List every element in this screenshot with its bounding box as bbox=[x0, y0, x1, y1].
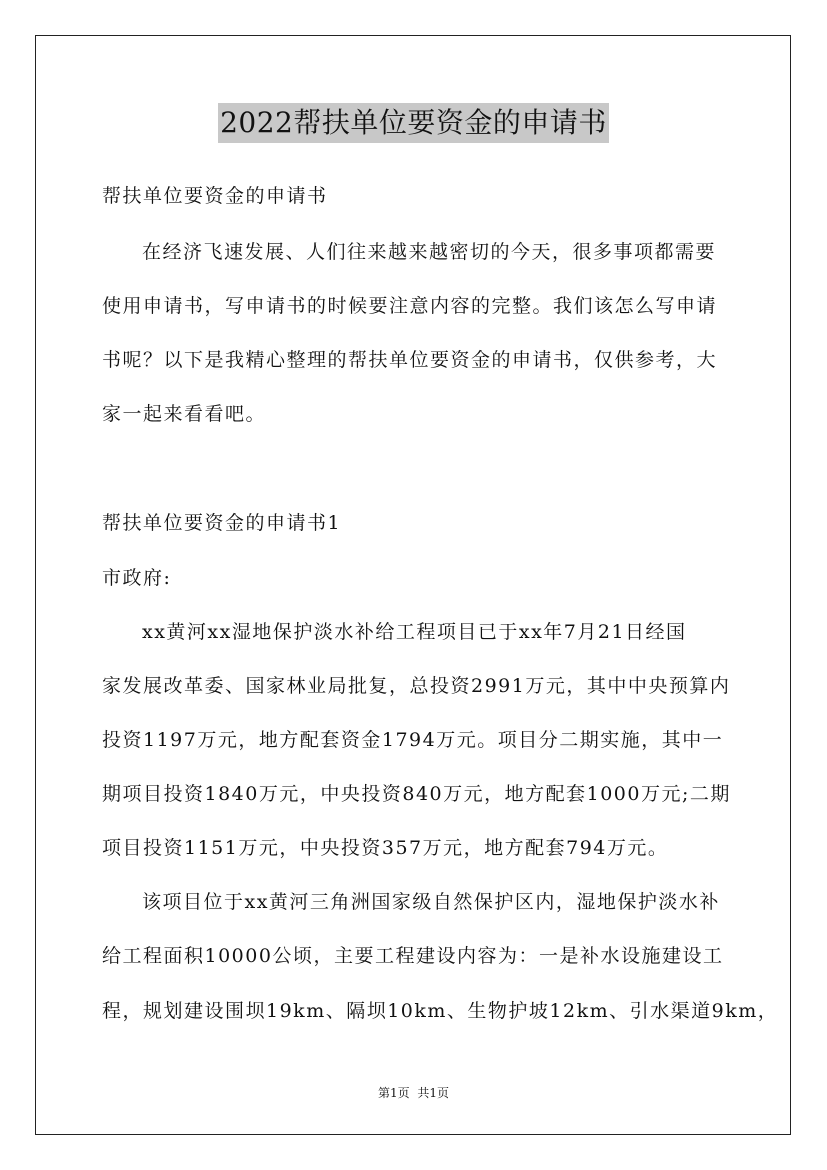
paragraph-line: 给工程面积10000公顷，主要工程建设内容为：一是补水设施建设工 bbox=[102, 945, 724, 967]
paragraph-line: 程，规划建设围坝19km、隔坝10km、生物护坡12km、引水渠道9km， bbox=[102, 1000, 779, 1022]
intro-line: 书呢？以下是我精心整理的帮扶单位要资金的申请书，仅供参考，大 bbox=[102, 349, 718, 371]
paragraph-line: 项目投资1151万元，中央投资357万元，地方配套794万元。 bbox=[102, 837, 669, 859]
paragraph-line: xx黄河xx湿地保护淡水补给工程项目已于xx年7月21日经国 bbox=[142, 621, 687, 643]
document-title: 2022帮扶单位要资金的申请书 bbox=[218, 103, 609, 143]
intro-line: 家一起来看看吧。 bbox=[102, 403, 267, 425]
intro-line: 在经济飞速发展、人们往来越来越密切的今天，很多事项都需要 bbox=[142, 241, 717, 263]
document-subtitle: 帮扶单位要资金的申请书 bbox=[102, 185, 328, 207]
title-container bbox=[0, 103, 827, 143]
section-heading: 帮扶单位要资金的申请书1 bbox=[102, 512, 342, 534]
page-footer bbox=[0, 1084, 827, 1101]
salutation: 市政府: bbox=[102, 567, 172, 589]
paragraph-line: 期项目投资1840万元，中央投资840万元，地方配套1000万元;二期 bbox=[102, 783, 731, 805]
page-total: 共1页 bbox=[417, 1086, 450, 1100]
paragraph-line: 该项目位于xx黄河三角洲国家级自然保护区内，湿地保护淡水补 bbox=[142, 891, 720, 913]
paragraph-line: 投资1197万元，地方配套资金1794万元。项目分二期实施，其中一 bbox=[102, 729, 724, 751]
paragraph-line: 家发展改革委、国家林业局批复，总投资2991万元，其中中央预算内 bbox=[102, 675, 731, 697]
page-current: 第1页 bbox=[377, 1086, 410, 1100]
intro-line: 使用申请书，写申请书的时候要注意内容的完整。我们该怎么写申请 bbox=[102, 295, 718, 317]
